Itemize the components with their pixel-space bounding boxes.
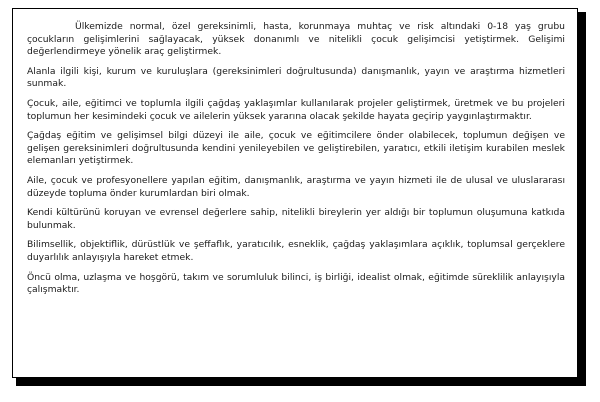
paragraph-5: Aile, çocuk ve profesyonellere yapılan eğitim, danışmanlık, araştırma ve yayın hizmeti ile de ulusal ve uluslararası düzeyde topluma önder kurumlardan biri olmak. <box>27 174 565 199</box>
paragraph-3: Çocuk, aile, eğitimci ve toplumla ilgili çağdaş yaklaşımlar kullanılarak projeler geliştirmek, üretmek ve bu projeleri toplumun her kesimindeki çocuk ve ailelerin yüksek yararına olacak şekilde hayata geçirip yaygınlaştırmaktır. <box>27 97 565 122</box>
document-page <box>12 8 578 378</box>
paragraph-7: Bilimsellik, objektiflik, dürüstlük ve şeffaflık, yaratıcılık, esneklik, çağdaş yaklaşımlara açıklık, toplumsal gerçeklere duyarlılık anlayışıyla hareket etmek. <box>27 239 565 263</box>
paragraph-6: Kendi kültürünü koruyan ve evrensel değerlere sahip, nitelikli bireylerin yer aldığı bir toplumun oluşumuna katkıda bulunmak. <box>27 207 565 231</box>
paragraph-1: Ülkemizde normal, özel gereksinimli, hasta, korunmaya muhtaç ve risk altındaki 0-18 yaş grubu çocukların gelişimlerini sağlayacak, yüksek donanımlı ve nitelikli çocuk gelişimcisi yetiştirmek. Gelişimi değerlendirmeye yönelik araç geliştirmek. <box>27 21 565 58</box>
paragraph-4: Çağdaş eğitim ve gelişimsel bilgi düzeyi ile aile, çocuk ve eğitimcilere önder olabilecek, toplumun değişen ve gelişen gereksinimleri doğrultusunda kendini yenileyebilen ve geliştirebilen, yaratıcı, etkili iletişim kurabilen meslek elemanları yetiştirmek. <box>27 130 565 167</box>
paragraph-2: Alanla ilgili kişi, kurum ve kuruluşlara (gereksinimleri doğrultusunda) danışmanlık, yayın ve araştırma hizmetleri sunmak. <box>27 65 565 90</box>
paragraph-8: Öncü olma, uzlaşma ve hoşgörü, takım ve sorumluluk bilinci, iş birliği, idealist olmak, eğitimde süreklilik anlayışıyla çalışmaktır. <box>27 271 565 296</box>
